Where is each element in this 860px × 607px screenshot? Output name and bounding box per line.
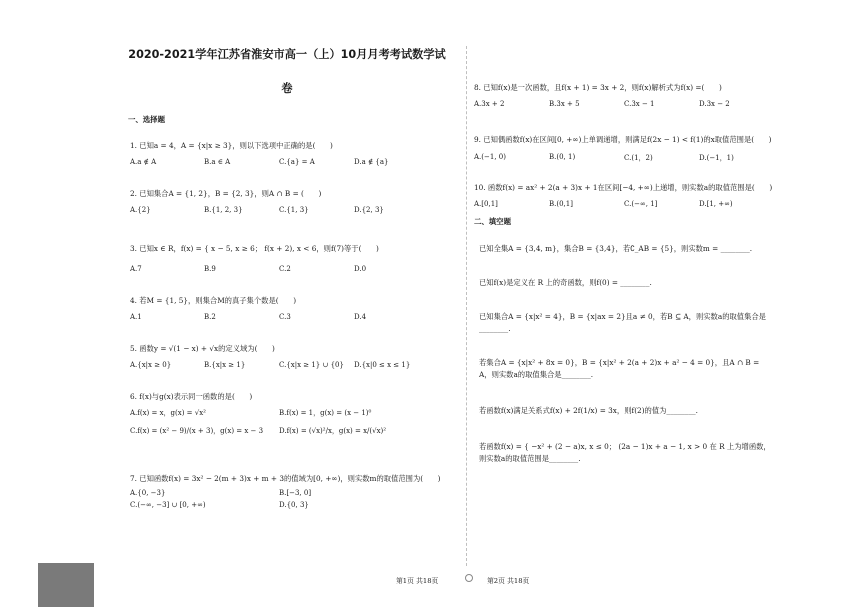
question-text: 8. 已知f(x)是一次函数，且f(x + 1) = 3x + 2，则f(x)解析式为f(x) =( ): [474, 83, 722, 92]
section-heading-choice: 一、选择题: [128, 115, 165, 124]
fill-question-4: 若集合A = {x|x² + 8x = 0}，B = {x|x² + 2(a + 2)x + a² − 4 = 0}，且A ∩ B = A，则实数a的取值集合是________.: [479, 358, 760, 379]
page-number-right: 第2页 共18页: [487, 577, 530, 585]
option-c: C.3x − 1: [624, 100, 655, 108]
page-number-left: 第1页 共18页: [396, 577, 439, 585]
question-4: [118, 296, 448, 325]
option-b: B.a ∈ A: [204, 158, 231, 166]
question-text: 9. 已知偶函数f(x)在区间[0, +∞)上单调递增，则满足f(2x − 1) < f(1)的x取值范围是( ): [474, 135, 772, 144]
option-a: A.{2}: [130, 206, 151, 214]
option-d: D.f(x) = (√x)²/x，g(x) = x/(√x)²: [279, 427, 387, 435]
fill-question-6: 若函数f(x) = { −x² + (2 − a)x, x ≤ 0； (2a − 1)x + a − 1, x > 0 在 R 上为增函数，则实数a的取值范围是________.: [479, 442, 771, 463]
exam-title: [122, 38, 452, 106]
option-b: B.3x + 5: [549, 100, 580, 108]
option-c: C.{a} = A: [279, 158, 315, 166]
thumbnail-panel[interactable]: [38, 563, 94, 607]
option-b: B.{x|x ≥ 1}: [204, 361, 246, 369]
question-9: [474, 134, 774, 165]
title-line-2: 卷: [281, 82, 293, 95]
column-divider: [466, 46, 467, 566]
option-d: D.{2, 3}: [354, 206, 384, 214]
question-text: 4. 若M = {1, 5}，则集合M的真子集个数是( ): [130, 296, 297, 305]
option-b: B.(0,1]: [549, 200, 573, 208]
question-8: [474, 82, 774, 112]
option-c: C.f(x) = (x² − 9)/(x + 3)，g(x) = x − 3: [130, 427, 264, 435]
option-a: A.{0, −3}: [130, 489, 166, 497]
option-d: D.a ∉ {a}: [354, 158, 389, 166]
question-5: [118, 344, 448, 373]
question-3: [118, 244, 448, 277]
title-line-1: 2020-2021学年江苏省淮安市高一（上）10月月考考试数学试: [128, 48, 446, 61]
option-d: D.{0, 3}: [279, 501, 309, 509]
question-text: 1. 已知a = 4，A = {x|x ≥ 3}，则以下选项中正确的是( ): [130, 141, 333, 150]
option-d: D.(−1，1): [699, 154, 734, 162]
section-heading-fill: 二、填空题: [474, 217, 511, 226]
option-a: A.3x + 2: [474, 100, 505, 108]
fill-question-2: 已知f(x)是定义在 R 上的奇函数，则f(0) = ________.: [479, 278, 652, 287]
option-a: A.{x|x ≥ 0}: [130, 361, 172, 369]
option-b: B.f(x) = 1，g(x) = (x − 1)⁰: [279, 409, 372, 417]
option-b: B.[−3, 0]: [279, 489, 312, 497]
option-a: A.[0,1]: [474, 200, 498, 208]
question-1: [118, 141, 448, 170]
option-a: A.a ∉ A: [130, 158, 157, 166]
option-c: C.(1，2): [624, 154, 653, 162]
option-c: C.2: [279, 265, 291, 273]
question-text: 5. 函数y = √(1 − x) + √x的定义域为( ): [130, 344, 275, 353]
question-2: [118, 189, 448, 218]
option-d: D.[1, +∞): [699, 200, 733, 208]
option-a: A.(−1, 0): [474, 153, 506, 161]
option-c: C.3: [279, 313, 291, 321]
option-c: C.(−∞, −3] ∪ [0, +∞): [130, 501, 206, 509]
left-column: [118, 38, 448, 513]
question-text: 2. 已知集合A = {1, 2}，B = {2, 3}，则A ∩ B = ( ): [130, 189, 322, 198]
fill-question-5: 若函数f(x)满足关系式f(x) + 2f(1/x) = 3x，则f(2)的值为________.: [479, 406, 698, 415]
option-c: C.(−∞, 1]: [624, 200, 658, 208]
option-b: B.(0, 1): [549, 153, 576, 161]
option-c: C.{x|x ≥ 1} ∪ {0}: [279, 361, 344, 369]
option-c: C.{1, 3}: [279, 206, 309, 214]
right-column: [474, 78, 774, 465]
fill-question-3: 已知集合A = {x|x² = 4}，B = {x|ax = 2}且a ≠ 0，若B ⊆ A，则实数a的取值集合是________.: [479, 312, 766, 333]
option-a: A.7: [130, 265, 142, 273]
option-b: B.{1, 2, 3}: [204, 206, 243, 214]
option-d: D.3x − 2: [699, 100, 730, 108]
option-a: A.f(x) = x，g(x) = √x²: [130, 409, 206, 417]
question-text: 10. 函数f(x) = ax² + 2(a + 3)x + 1在区间[−4, +∞)上递增，则实数a的取值范围是( ): [474, 183, 773, 192]
option-d: D.4: [354, 313, 367, 321]
fill-question-1: 已知全集A = {3,4, m}，集合B = {3,4}，若∁_AB = {5}，则实数m = ________.: [479, 244, 753, 253]
question-text: 6. f(x)与g(x)表示同一函数的是( ): [130, 392, 253, 401]
page-separator-icon: [465, 574, 473, 582]
question-text: 3. 已知x ∈ R，f(x) = { x − 5, x ≥ 6； f(x + 2), x < 6，则f(7)等于( ): [130, 244, 379, 253]
question-text: 7. 已知函数f(x) = 3x² − 2(m + 3)x + m + 3的值域为[0, +∞)，则实数m的取值范围为( ): [130, 474, 441, 483]
option-d: D.{x|0 ≤ x ≤ 1}: [354, 361, 411, 369]
question-10: [474, 182, 774, 212]
option-a: A.1: [130, 313, 142, 321]
option-b: B.9: [204, 265, 216, 273]
option-b: B.2: [204, 313, 216, 321]
question-6: [118, 392, 448, 438]
question-7: [118, 472, 448, 513]
option-d: D.0: [354, 265, 367, 273]
